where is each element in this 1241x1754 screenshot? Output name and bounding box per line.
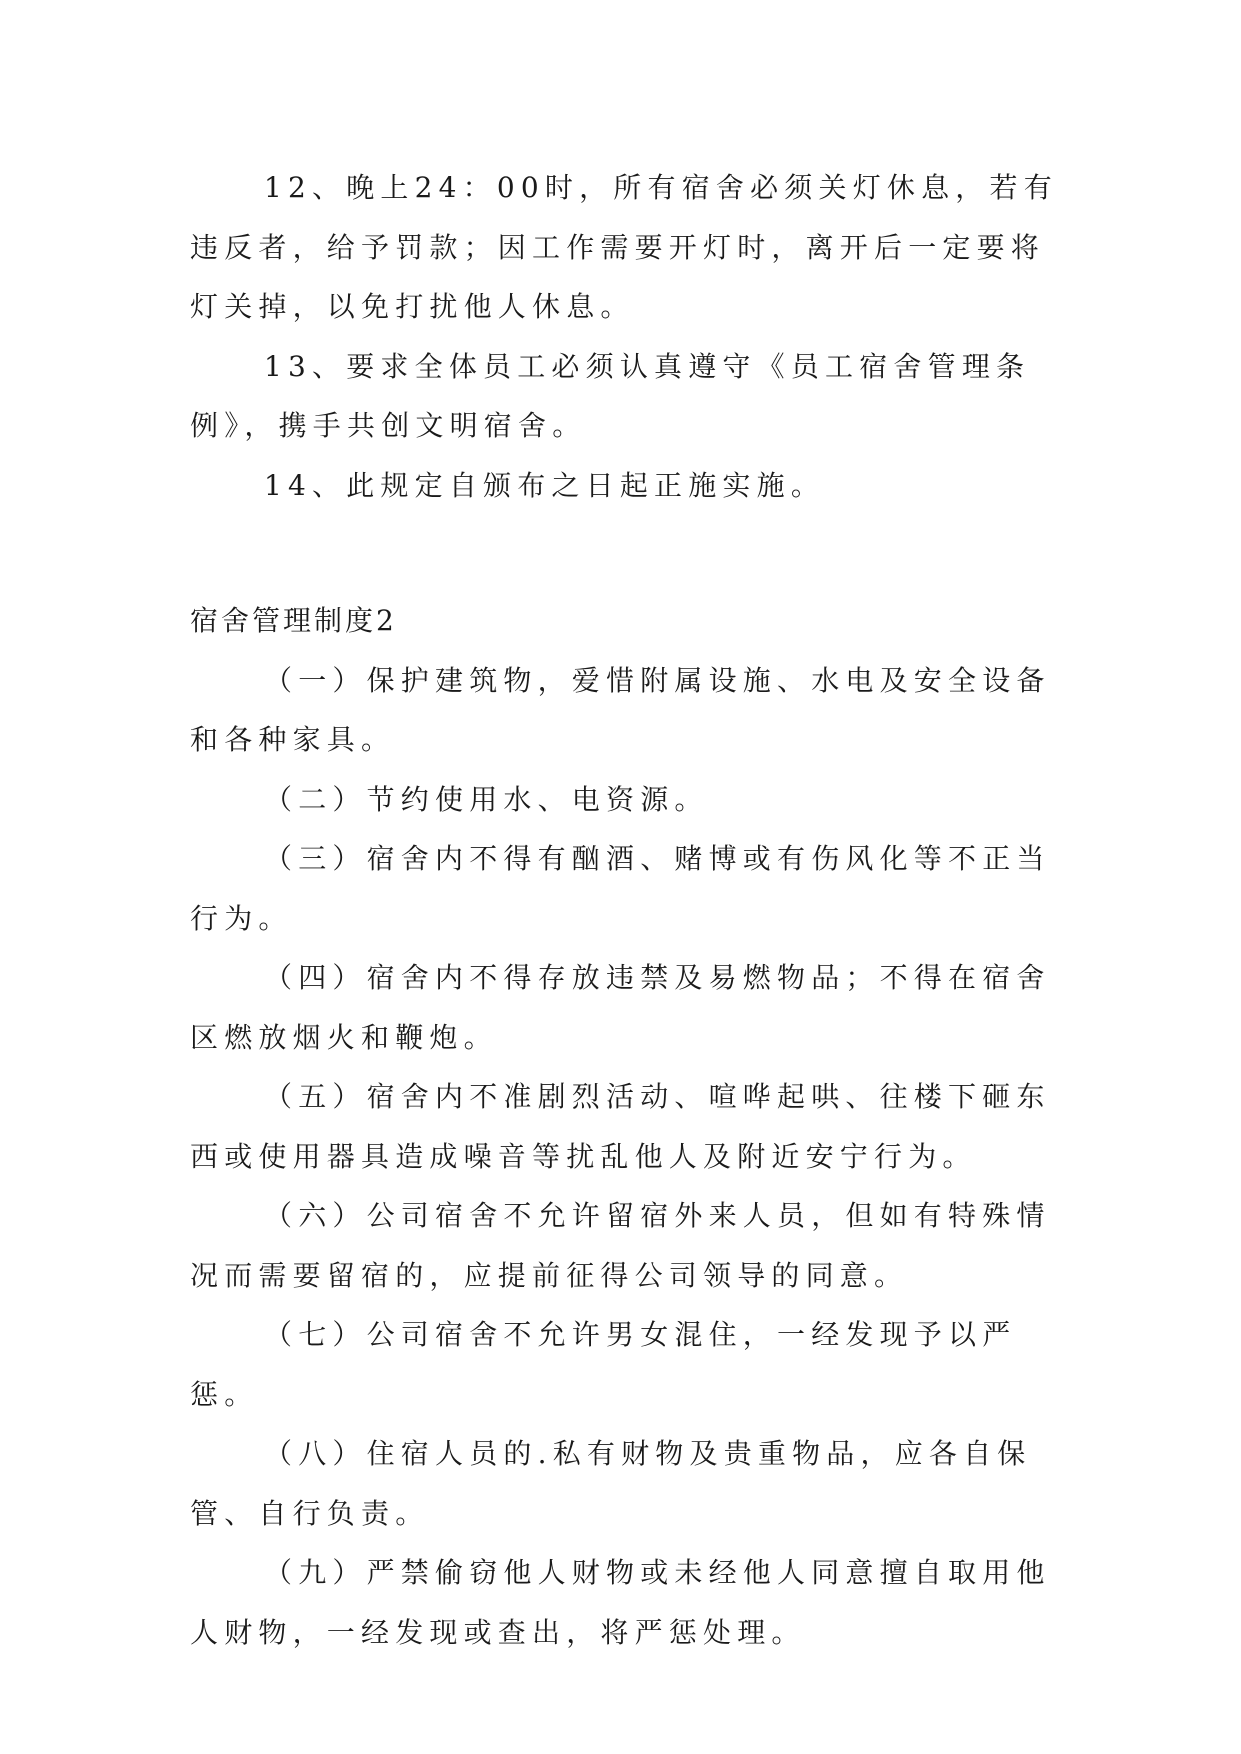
rule-item-13: 13、要求全体员工必须认真遵守《员工宿舍管理条例》，携手共创文明宿舍。: [190, 349, 1031, 442]
regulation-item-5: （五）宿舍内不准剧烈活动、喧哗起哄、往楼下砸东西或使用器具造成噪音等扰乱他人及附近安宁行为。: [190, 1080, 1051, 1173]
regulation-item-9: （九）严禁偷窃他人财物或未经他人同意擅自取用他人财物，一经发现或查出，将严惩处理。: [190, 1556, 1051, 1649]
regulation-item-1: （一）保护建筑物，爱惜附属设施、水电及安全设备和各种家具。: [190, 663, 1051, 756]
document-body: [190, 158, 1070, 1662]
regulation-item-3: （三）宿舍内不得有酗酒、赌博或有伤风化等不正当行为。: [190, 842, 1051, 935]
regulation-item-6: （六）公司宿舍不允许留宿外来人员，但如有特殊情况而需要留宿的，应提前征得公司领导的同意。: [190, 1199, 1051, 1292]
section-title: 宿舍管理制度2: [190, 604, 397, 637]
rule-item-12: 12、晚上24：00时，所有宿舍必须关灯休息，若有违反者，给予罚款；因工作需要开灯时，离开后一定要将灯关掉，以免打扰他人休息。: [190, 171, 1058, 323]
section-spacer: [190, 515, 1070, 591]
regulation-item-8: （八）住宿人员的.私有财物及贵重物品，应各自保管、自行负责。: [190, 1437, 1032, 1530]
regulation-item-7: （七）公司宿舍不允许男女混住，一经发现予以严惩。: [190, 1318, 1017, 1411]
rule-item-14: 14、此规定自颁布之日起正施实施。: [264, 468, 826, 502]
regulation-item-4: （四）宿舍内不得存放违禁及易燃物品；不得在宿舍区燃放烟火和鞭炮。: [190, 961, 1051, 1054]
regulation-item-2: （二）节约使用水、电资源。: [264, 782, 709, 816]
